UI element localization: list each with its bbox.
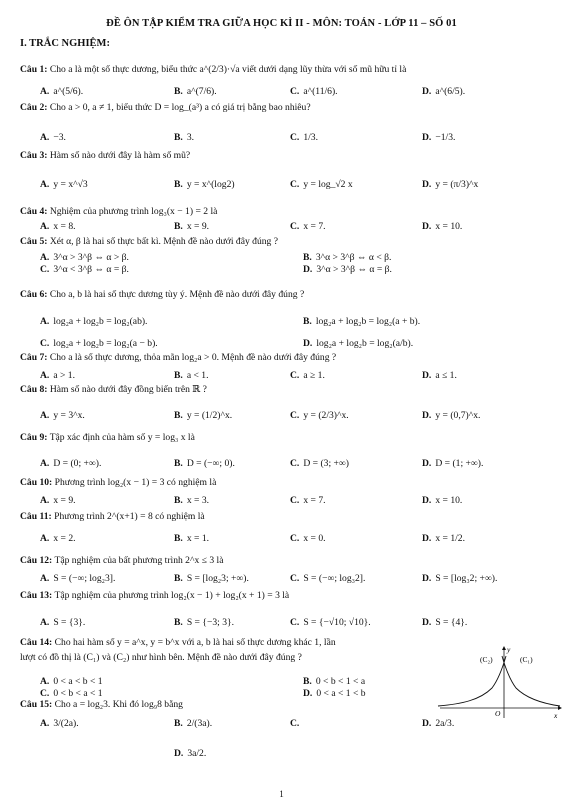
question-text: Phương trình log₂(x − 1) = 3 có nghiệm là <box>54 477 217 488</box>
option-label: A. <box>40 458 50 469</box>
option-text: y = (2/3)^x. <box>303 410 349 421</box>
option-label: C. <box>290 533 300 544</box>
option-11-c[interactable] <box>290 533 326 545</box>
option-text: y = x^√3 <box>53 179 88 190</box>
question-text: Hàm số nào dưới đây đồng biến trên ℝ ? <box>49 384 207 395</box>
question-9 <box>20 432 545 444</box>
question-text: Tập nghiệm của bất phương trình 2^x ≤ 3 là <box>54 555 224 566</box>
option-text: 3^α > 3^β ⇔ α > β. <box>53 252 129 263</box>
option-text: a^(11/6). <box>303 86 338 97</box>
option-label: C. <box>290 458 300 469</box>
question-10 <box>20 477 545 489</box>
option-4-d[interactable] <box>422 221 462 233</box>
question-number: Câu 5: <box>20 236 48 247</box>
option-text: x = 10. <box>435 495 463 506</box>
x-axis-label: x <box>554 711 558 720</box>
option-label: C. <box>40 338 50 349</box>
option-label: D. <box>422 458 432 469</box>
option-label: D. <box>303 338 313 349</box>
option-7-a[interactable] <box>40 370 75 382</box>
option-13-a[interactable] <box>40 617 85 629</box>
option-label: C. <box>290 410 300 421</box>
question-number: Câu 14: <box>20 637 53 648</box>
option-text: 3. <box>186 132 195 143</box>
page-number: 1 <box>279 789 284 799</box>
option-text: 2/(3a). <box>186 718 213 729</box>
option-text: D = (1; +∞). <box>435 458 484 469</box>
option-label: A. <box>40 573 50 584</box>
option-label: D. <box>303 264 313 275</box>
option-text: 0 < b < 1 < a <box>315 676 366 687</box>
option-14-a[interactable] <box>40 676 103 688</box>
option-12-b[interactable] <box>174 573 249 585</box>
question-number: Câu 9: <box>20 432 48 443</box>
option-label: A. <box>40 132 50 143</box>
option-label: A. <box>40 495 50 506</box>
option-10-d[interactable] <box>422 495 462 507</box>
option-label: C. <box>290 617 300 628</box>
option-text: D = (0; +∞). <box>53 458 102 469</box>
option-label: C. <box>40 264 50 275</box>
option-text: D = (3; +∞) <box>303 458 349 469</box>
option-label: B. <box>303 676 312 687</box>
question-text: Cho a > 0, a ≠ 1, biểu thức D = log_(a³) a có giá trị bằng bao nhiêu? <box>49 102 311 113</box>
option-text: x = 0. <box>303 533 326 544</box>
option-text: a^(6/5). <box>435 86 466 97</box>
curve-c2 <box>438 656 506 706</box>
option-label: B. <box>174 86 183 97</box>
option-text: S = (−∞; log₃2]. <box>303 573 366 584</box>
question-text: Cho a = log₂3. Khi đó log₉8 bằng <box>54 699 183 710</box>
question-text: Xét α, β là hai số thực bất kì. Mệnh đề nào dưới đây đúng ? <box>49 236 278 247</box>
x-axis-arrow <box>558 706 562 710</box>
option-label: C. <box>290 573 300 584</box>
question-number: Câu 13: <box>20 590 53 601</box>
option-5-b[interactable] <box>303 252 391 264</box>
option-label: D. <box>422 410 432 421</box>
option-label: A. <box>40 617 50 628</box>
option-label: B. <box>174 179 183 190</box>
option-label: A. <box>40 370 50 381</box>
question-number: Câu 3: <box>20 150 48 161</box>
question-text: Phương trình 2^(x+1) = 8 có nghiệm là <box>54 511 205 522</box>
option-1-a[interactable] <box>40 86 83 98</box>
option-label: D. <box>422 533 432 544</box>
option-text: x = 1. <box>186 533 210 544</box>
option-9-b[interactable] <box>174 458 235 470</box>
option-text: 3a/2. <box>187 748 207 759</box>
option-label: D. <box>422 718 432 729</box>
option-10-b[interactable] <box>174 495 209 507</box>
option-2-c[interactable] <box>290 132 318 144</box>
option-11-d[interactable] <box>422 533 465 545</box>
option-label: C. <box>290 495 300 506</box>
option-5-a[interactable] <box>40 252 129 264</box>
option-label: A. <box>40 221 50 232</box>
option-text: −1/3. <box>435 132 456 143</box>
option-label: C. <box>290 221 300 232</box>
question-6 <box>20 289 545 301</box>
option-11-b[interactable] <box>174 533 209 545</box>
option-text: x = 10. <box>435 221 463 232</box>
option-text: 3^α > 3^β ⇔ α = β. <box>316 264 392 275</box>
option-12-d[interactable] <box>422 573 497 585</box>
option-label: B. <box>174 718 183 729</box>
question-text: Hàm số nào dưới đây là hàm số mũ? <box>49 150 191 161</box>
option-7-c[interactable] <box>290 370 325 382</box>
question-number: Câu 2: <box>20 102 48 113</box>
option-text: y = log_√2 x <box>303 179 353 190</box>
option-label: C. <box>290 86 300 97</box>
option-text: a > 1. <box>53 370 75 381</box>
option-label: B. <box>174 573 183 584</box>
option-text: log₂a + log₂b = log₂(a − b). <box>53 338 158 349</box>
option-text: a ≥ 1. <box>303 370 325 381</box>
question-5 <box>20 236 545 248</box>
option-label: D. <box>422 179 432 190</box>
option-6-d[interactable] <box>303 338 413 350</box>
option-text: y = (π/3)^x <box>435 179 479 190</box>
option-8-a[interactable] <box>40 410 85 422</box>
option-2-d[interactable] <box>422 132 455 144</box>
option-label: B. <box>174 410 183 421</box>
option-text: 0 < b < a < 1 <box>53 688 103 699</box>
question-text: Tập xác định của hàm số y = log₃ x là <box>49 432 195 443</box>
origin-label: O <box>495 709 501 718</box>
option-label: D. <box>422 370 432 381</box>
y-axis-arrow <box>502 646 506 650</box>
option-label: A. <box>40 316 50 327</box>
option-text: log₂a + log₂b = log₂(ab). <box>53 316 148 327</box>
option-label: A. <box>40 718 50 729</box>
option-label: D. <box>422 86 432 97</box>
option-2-a[interactable] <box>40 132 66 144</box>
option-label: D. <box>422 617 432 628</box>
option-text: x = 2. <box>53 533 76 544</box>
option-text: a ≤ 1. <box>435 370 457 381</box>
question-number: Câu 11: <box>20 511 52 522</box>
option-text: x = 7. <box>303 221 326 232</box>
option-3-d[interactable] <box>422 179 478 191</box>
question-number: Câu 15: <box>20 699 53 710</box>
option-label: A. <box>40 533 50 544</box>
option-text: a^(5/6). <box>53 86 84 97</box>
option-text: S = (−∞; log₂3]. <box>53 573 116 584</box>
question-text-line2: lượt có đồ thị là (C₁) và (C₂) như hình bên. Mệnh đề nào dưới đây đúng ? <box>20 652 302 663</box>
question-13 <box>20 590 545 602</box>
option-12-c[interactable] <box>290 573 365 585</box>
option-text: 3/(2a). <box>53 718 79 729</box>
option-label: C. <box>290 132 300 143</box>
option-15-b[interactable] <box>174 718 212 730</box>
option-label: B. <box>174 458 183 469</box>
curve-c1-label: (C₁) <box>520 655 533 664</box>
option-text: log₂a + log₂b = log₂(a + b). <box>315 316 421 327</box>
option-text: 1/3. <box>303 132 318 143</box>
option-text: log₂a + log₂b = log₂(a/b). <box>316 338 414 349</box>
option-text: x = 9. <box>53 495 76 506</box>
option-8-b[interactable] <box>174 410 232 422</box>
question-number: Câu 4: <box>20 206 48 217</box>
option-13-d[interactable] <box>422 617 467 629</box>
option-5-d[interactable] <box>303 264 392 276</box>
option-text: y = (0,7)^x. <box>435 410 481 421</box>
question-number: Câu 8: <box>20 384 48 395</box>
option-10-c[interactable] <box>290 495 326 507</box>
option-label: C. <box>290 179 300 190</box>
option-label: D. <box>422 573 432 584</box>
option-6-b[interactable] <box>303 316 420 328</box>
option-15-a[interactable] <box>40 718 79 730</box>
option-13-c[interactable] <box>290 617 371 629</box>
option-4-b[interactable] <box>174 221 209 233</box>
option-10-a[interactable] <box>40 495 76 507</box>
option-text: 3^α > 3^β ⇔ α < β. <box>315 252 392 263</box>
option-text: S = {4}. <box>435 617 468 628</box>
option-7-d[interactable] <box>422 370 457 382</box>
option-label: B. <box>174 370 183 381</box>
option-label: D. <box>422 495 432 506</box>
option-1-c[interactable] <box>290 86 338 98</box>
question-text: Tập nghiệm của phương trình log₂(x − 1) + log₂(x + 1) = 3 là <box>54 590 290 601</box>
option-label: D. <box>422 132 432 143</box>
option-text: x = 8. <box>53 221 76 232</box>
question-number: Câu 12: <box>20 555 53 566</box>
option-14-b[interactable] <box>303 676 365 688</box>
option-text: S = {−3; 3}. <box>186 617 235 628</box>
question-1 <box>20 64 545 76</box>
option-1-b[interactable] <box>174 86 217 98</box>
option-8-d[interactable] <box>422 410 480 422</box>
option-label: B. <box>174 221 183 232</box>
option-label: C. <box>290 370 300 381</box>
option-11-a[interactable] <box>40 533 76 545</box>
question-7 <box>20 352 545 364</box>
option-12-a[interactable] <box>40 573 115 585</box>
option-3-a[interactable] <box>40 179 88 191</box>
option-label: B. <box>303 252 312 263</box>
page-title: ĐỀ ÔN TẬP KIỂM TRA GIỮA HỌC KÌ II - MÔN: TOÁN - LỚP 11 – SỐ 01 <box>106 18 457 29</box>
exponential-graph <box>432 644 562 722</box>
curve-c2-label: (C₂) <box>480 655 493 664</box>
option-text: 0 < a < b < 1 <box>53 676 103 687</box>
option-label: A. <box>40 86 50 97</box>
option-3-c[interactable] <box>290 179 353 191</box>
option-8-c[interactable] <box>290 410 349 422</box>
question-number: Câu 6: <box>20 289 48 300</box>
option-label: D. <box>174 748 184 759</box>
question-text: Cho a, b là hai số thực dương tùy ý. Mệnh đề nào dưới đây đúng ? <box>49 289 305 300</box>
option-3-b[interactable] <box>174 179 235 191</box>
option-text: S = [log₃2; +∞). <box>435 573 498 584</box>
option-2-b[interactable] <box>174 132 194 144</box>
option-text: S = {−√10; √10}. <box>303 617 371 628</box>
option-1-d[interactable] <box>422 86 465 98</box>
option-6-a[interactable] <box>40 316 147 328</box>
question-4 <box>20 206 545 218</box>
option-text: −3. <box>53 132 66 143</box>
question-11 <box>20 511 545 523</box>
question-number: Câu 7: <box>20 352 48 363</box>
option-9-a[interactable] <box>40 458 101 470</box>
question-8 <box>20 384 545 396</box>
question-12 <box>20 555 545 567</box>
option-text: 2a/3. <box>435 718 455 729</box>
option-label: B. <box>174 495 183 506</box>
question-3 <box>20 150 545 162</box>
question-number: Câu 1: <box>20 64 48 75</box>
section-heading: I. TRẮC NGHIỆM: <box>20 38 110 49</box>
option-text: S = {3}. <box>53 617 86 628</box>
option-5-c[interactable] <box>40 264 129 276</box>
option-4-c[interactable] <box>290 221 326 233</box>
question-text: Cho a là số thực dương, thỏa mãn log₂a > 0. Mệnh đề nào dưới đây đúng ? <box>49 352 337 363</box>
option-label: A. <box>40 676 50 687</box>
option-15-c[interactable] <box>290 718 303 730</box>
option-label: B. <box>174 617 183 628</box>
option-text: a^(7/6). <box>186 86 217 97</box>
option-text: y = (1/2)^x. <box>186 410 233 421</box>
option-text: a < 1. <box>186 370 209 381</box>
option-label: C. <box>40 688 50 699</box>
option-7-b[interactable] <box>174 370 208 382</box>
option-6-c[interactable] <box>40 338 158 350</box>
y-axis-label: y <box>507 645 511 654</box>
option-9-d[interactable] <box>422 458 483 470</box>
option-text: y = 3^x. <box>53 410 85 421</box>
question-text: Cho hai hàm số y = a^x, y = b^x với a, b là hai số thực dương khác 1, lần <box>54 637 336 648</box>
option-label: C. <box>290 718 300 729</box>
option-text: x = 9. <box>186 221 210 232</box>
option-label: D. <box>303 688 313 699</box>
option-4-a[interactable] <box>40 221 76 233</box>
option-label: A. <box>40 252 50 263</box>
option-text: 0 < a < 1 < b <box>316 688 366 699</box>
option-label: B. <box>174 132 183 143</box>
option-9-c[interactable] <box>290 458 349 470</box>
question-2 <box>20 102 545 114</box>
option-text: x = 1/2. <box>435 533 465 544</box>
option-text: y = x^(log2) <box>186 179 235 190</box>
option-text: D = (−∞; 0). <box>186 458 235 469</box>
question-text: Cho a là một số thực dương, biểu thức a^(2/3)·√a viết dưới dạng lũy thừa với số mũ hữu tỉ là <box>49 64 407 75</box>
option-text: x = 3. <box>186 495 210 506</box>
question-text: Nghiệm của phương trình log₃(x − 1) = 2 là <box>49 206 218 217</box>
option-text: 3^α < 3^β ⇔ α = β. <box>53 264 129 275</box>
option-text: x = 7. <box>303 495 326 506</box>
option-label: B. <box>174 533 183 544</box>
option-label: B. <box>303 316 312 327</box>
question-number: Câu 10: <box>20 477 53 488</box>
option-text: S = [log₂3; +∞). <box>186 573 249 584</box>
option-label: A. <box>40 179 50 190</box>
option-label: A. <box>40 410 50 421</box>
option-label: D. <box>422 221 432 232</box>
option-13-b[interactable] <box>174 617 234 629</box>
option-15-d-extra[interactable] <box>174 748 206 760</box>
